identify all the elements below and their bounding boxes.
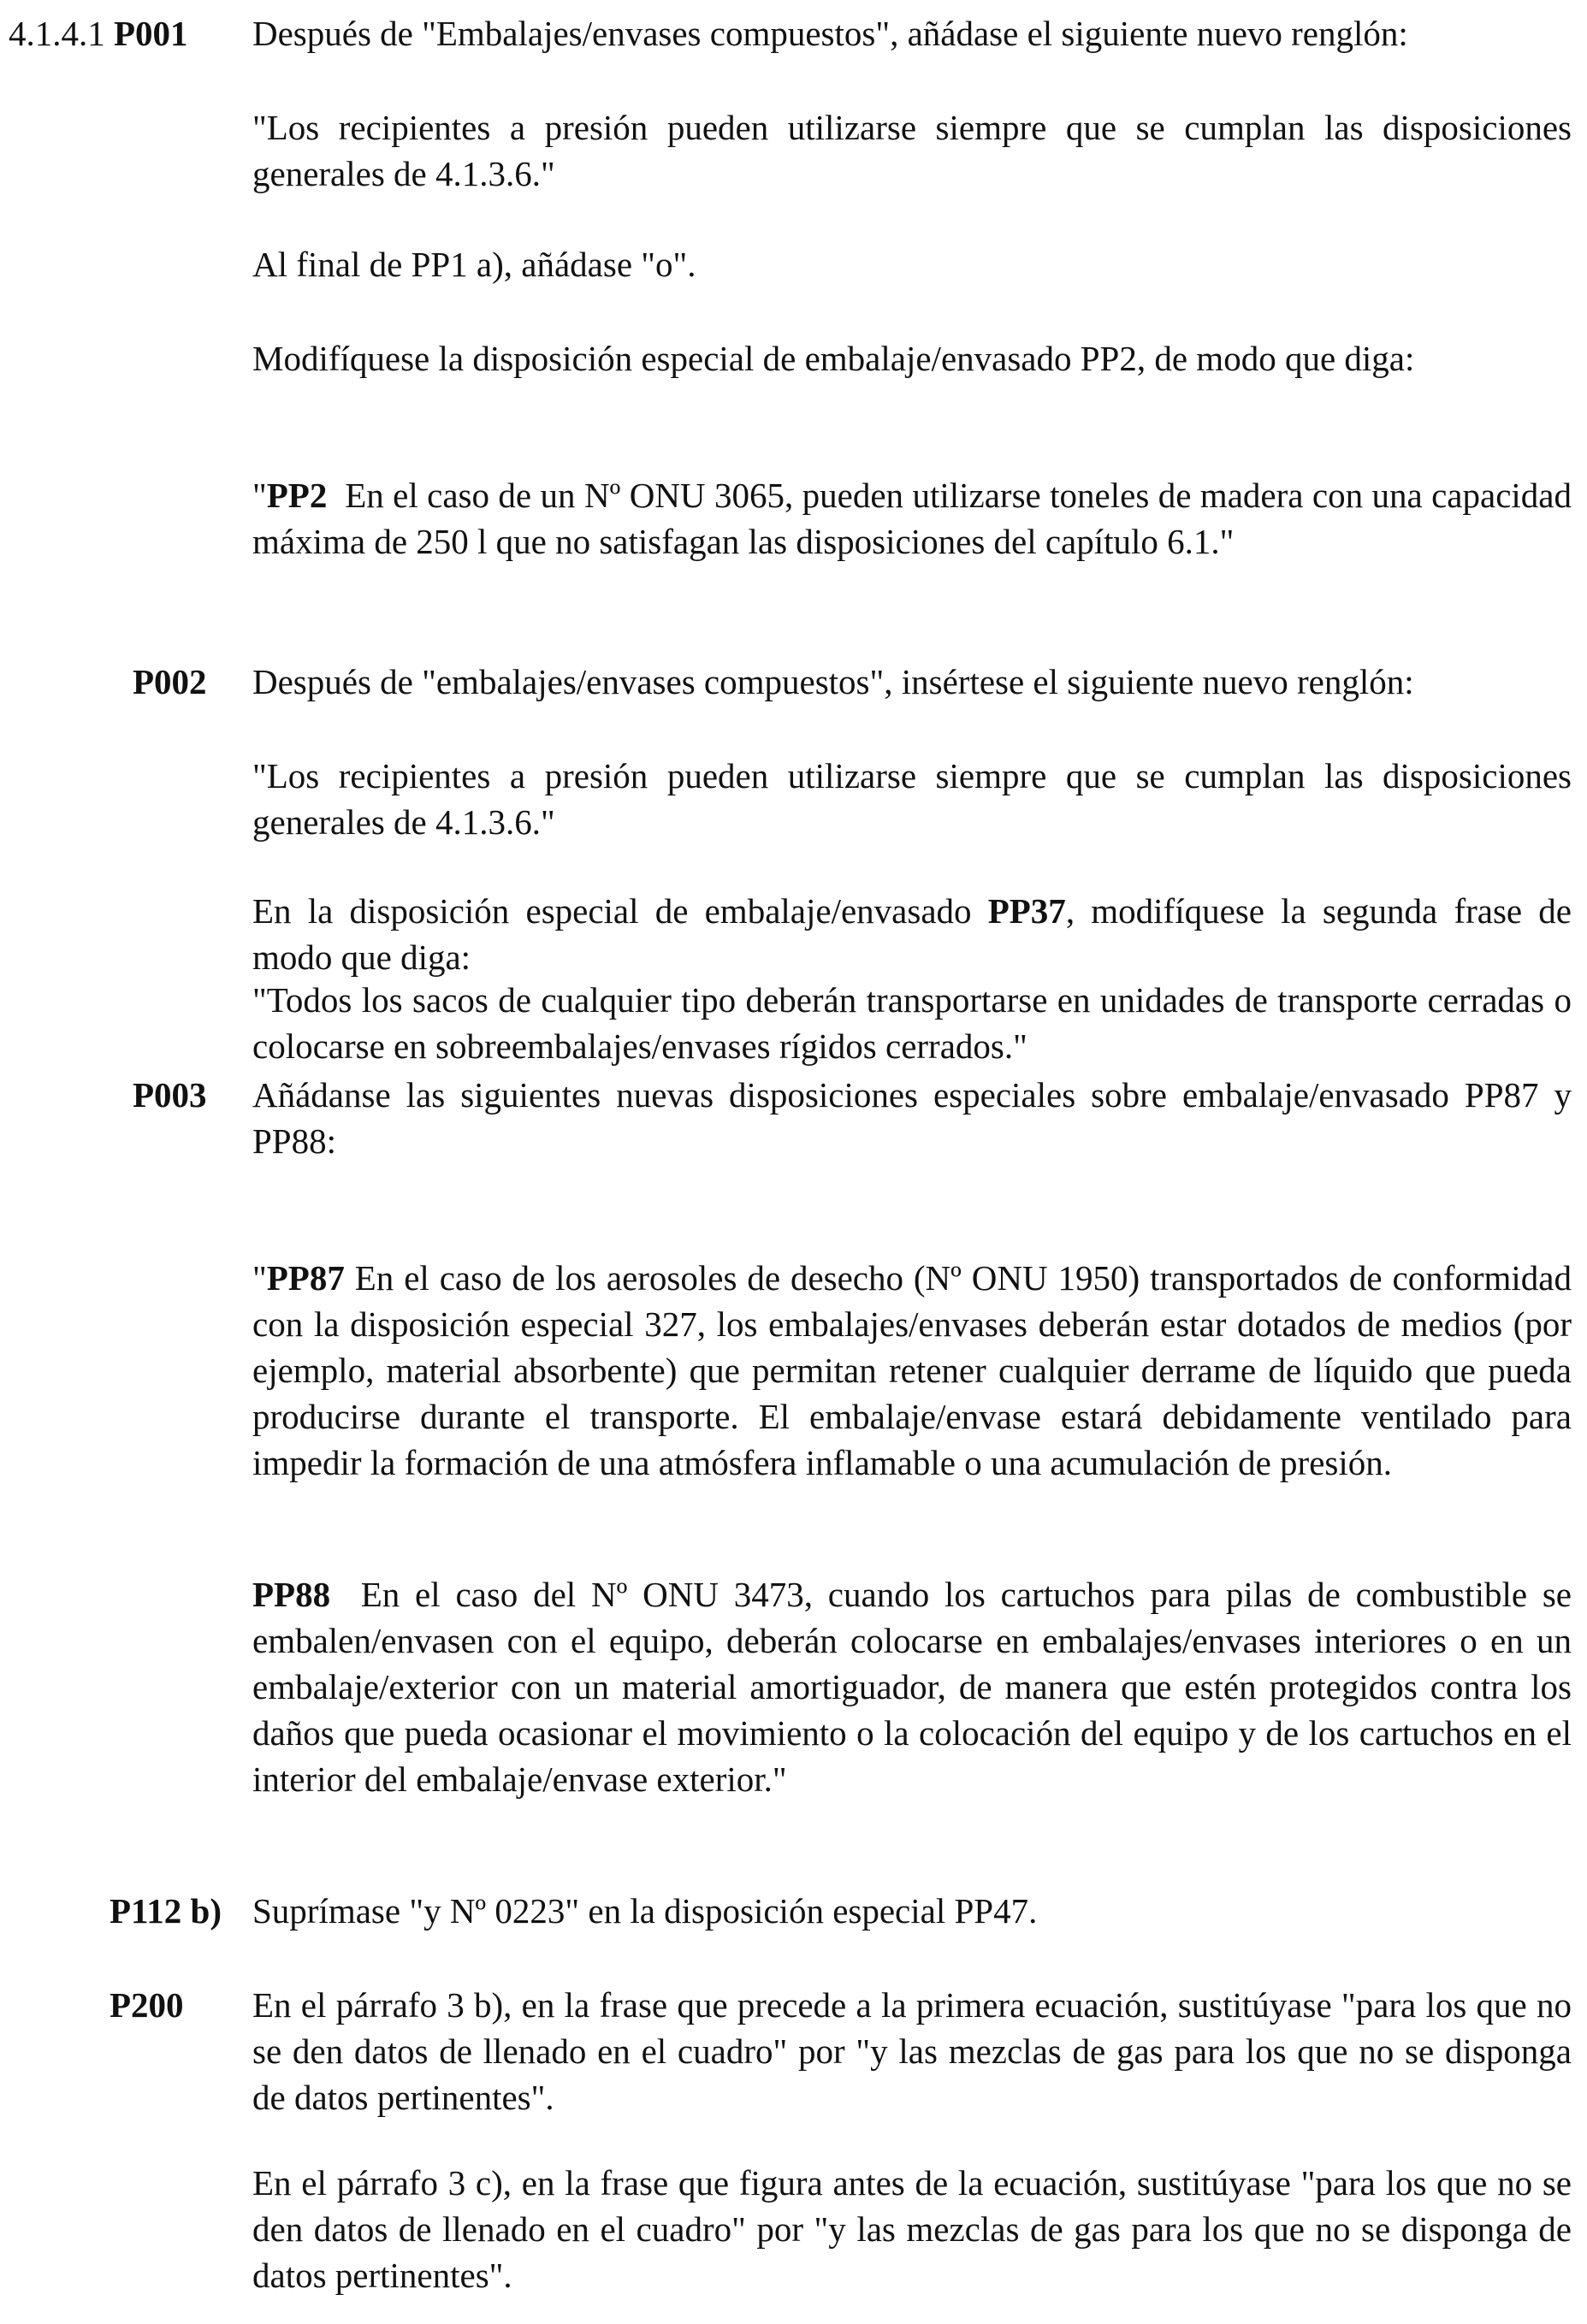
paragraph: [252, 241, 1572, 287]
paragraph: [252, 10, 1572, 56]
paragraph: [252, 472, 1572, 565]
paragraph: [252, 659, 1572, 705]
paragraph-text: En el caso de los aerosoles de desecho (Nº ONU 1950) transportados de conformidad con la disposición especial 327, los embalajes/envases deberán estar dotados de medios (por ejemplo, material absorbente) que permitan retener cualquier derrame de líquido que pueda producirse durante el transporte. El embalaje/envase estará debidamente ventilado para impedir la formación de una atmósfera inflamable o una acumulación de presión.: [252, 1258, 1572, 1482]
paragraph: [252, 1571, 1572, 1802]
paragraph: [252, 104, 1572, 197]
paragraph-prefix: En la disposición especial de embalaje/envasado: [252, 891, 988, 931]
entry-code: P112 b): [110, 1891, 222, 1931]
paragraph-text: Suprímase "y Nº 0223" en la disposición especial PP47.: [252, 1891, 1038, 1931]
paragraph-text: En el párrafo 3 c), en la frase que figura antes de la ecuación, sustitúyase "para los que no se den datos de llenado en el cuadro" por "y las mezclas de gas para los que no se disponga de datos pertinentes".: [252, 2163, 1572, 2295]
paragraph-text: En el caso del Nº ONU 3473, cuando los cartuchos para pilas de combustible se embalen/envasen con el equipo, deberán colocarse en embalajes/envases interiores o en un embalaje/exterior con un material amortiguador, de manera que estén protegidos contra los daños que pueda ocasionar el movimiento o la colocación del equipo y de los cartuchos en el interior del embalaje/envase exterior.": [252, 1575, 1572, 1799]
paragraph-prefix: ": [252, 1258, 267, 1298]
entry-code: P001: [114, 14, 188, 53]
paragraph-text: En el caso de un Nº ONU 3065, pueden utilizarse toneles de madera con una capacidad máxima de 250 l que no satisfagan las disposiciones del capítulo 6.1.": [252, 476, 1572, 561]
paragraph-text: Después de "Embalajes/envases compuestos", añádase el siguiente nuevo renglón:: [252, 14, 1408, 53]
paragraph: [252, 888, 1572, 980]
paragraph-text: Modifíquese la disposición especial de embalaje/envasado PP2, de modo que diga:: [252, 339, 1415, 378]
entry-label: [9, 10, 188, 56]
paragraph: [252, 1255, 1572, 1486]
paragraph: [252, 1888, 1572, 1934]
paragraph-text: Añádanse las siguientes nuevas disposiciones especiales sobre embalaje/envasado PP87 y PP88:: [252, 1075, 1572, 1161]
paragraph-prefix: ": [252, 476, 267, 515]
paragraph: [252, 1072, 1572, 1164]
paragraph-text: "Todos los sacos de cualquier tipo deberán transportarse en unidades de transporte cerradas o colocarse en sobreembalajes/envases rígidos cerrados.": [252, 980, 1572, 1066]
paragraph: [252, 1982, 1572, 2120]
section-number: 4.1.4.1: [9, 14, 105, 53]
paragraph: [252, 753, 1572, 845]
paragraph-text: "Los recipientes a presión pueden utilizarse siempre que se cumplan las disposiciones generales de 4.1.3.6.": [252, 756, 1572, 842]
provision-code: PP88: [252, 1575, 331, 1614]
provision-code: PP87: [266, 1258, 345, 1298]
paragraph-text: En el párrafo 3 b), en la frase que precede a la primera ecuación, sustitúyase "para los que no se den datos de llenado en el cuadro" por "y las mezclas de gas para los que no se disponga de datos pertinentes".: [252, 1985, 1572, 2117]
entry-code: P003: [133, 1075, 207, 1115]
paragraph-text: Después de "embalajes/envases compuestos", insértese el siguiente nuevo renglón:: [252, 662, 1414, 701]
paragraph-text: "Los recipientes a presión pueden utilizarse siempre que se cumplan las disposiciones generales de 4.1.3.6.": [252, 108, 1572, 193]
provision-code: PP37: [987, 891, 1066, 931]
entry-code: P200: [110, 1985, 184, 2025]
paragraph-text: Al final de PP1 a), añádase "o".: [252, 245, 696, 284]
paragraph: [252, 335, 1572, 381]
provision-code: PP2: [266, 476, 328, 515]
paragraph: [252, 2160, 1572, 2298]
paragraph: [252, 977, 1572, 1069]
paragraph-text: , modifíquese la segunda frase de modo que diga:: [252, 891, 1572, 977]
entry-code: P002: [133, 662, 207, 701]
